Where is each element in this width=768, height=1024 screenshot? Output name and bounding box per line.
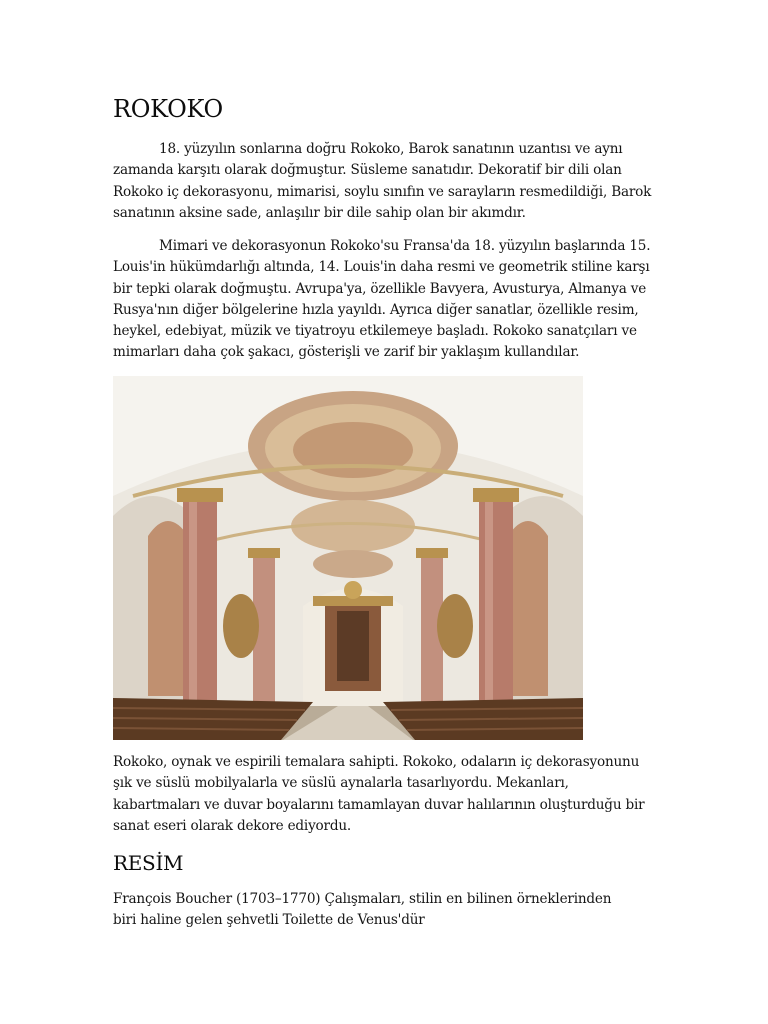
- page-title: ROKOKO: [113, 95, 223, 123]
- rococo-church-interior-photo: [113, 376, 583, 740]
- section-heading-resim: RESİM: [113, 851, 184, 875]
- style-paragraph: Rokoko, oynak ve espirili temalara sahipti. Rokoko, odaların iç dekorasyonunu şık ve süslü mobilyalarla ve süslü aynalarla tasarlıyordu. Mekanları, kabartmaları ve duvar boyalarını tamamlayan duvar halılarının oluşturduğu bir sanat eseri olarak dekore ediyordu.: [113, 754, 645, 834]
- intro-paragraph: 18. yüzyılın sonlarına doğru Rokoko, Barok sanatının uzantısı ve aynı zamanda karşıtı olarak doğmuştur. Süsleme sanatıdır. Dekoratif bir dili olan Rokoko iç dekorasyonu, mimarisi, soylu sınıfın ve sarayların resmedildiği, Barok sanatının aksine sade, anlaşılır bir dile sahip olan bir akımdır.: [113, 141, 652, 221]
- history-paragraph: Mimari ve dekorasyonun Rokoko'su Fransa'da 18. yüzyılın başlarında 15. Louis'in hükümdarlığı altında, 14. Louis'in daha resmi ve geometrik stiline karşı bir tepki olarak doğmuştu. Avrupa'ya, özellikle Bavyera, Avusturya, Almanya ve Rusya'nın diğer bölgelerine hızla yayıldı. Ayrıca diğer sanatlar, özellikle resim, heykel, edebiyat, müzik ve tiyatroyu etkilemeye başladı. Rokoko sanatçıları ve mimarları daha çok şakacı, gösterişli ve zarif bir yaklaşım kullandılar.: [113, 238, 651, 361]
- boucher-paragraph: François Boucher (1703–1770) Çalışmaları, stilin en bilinen örneklerinden biri haline gelen şehvetli Toilette de Venus'dür: [113, 891, 612, 929]
